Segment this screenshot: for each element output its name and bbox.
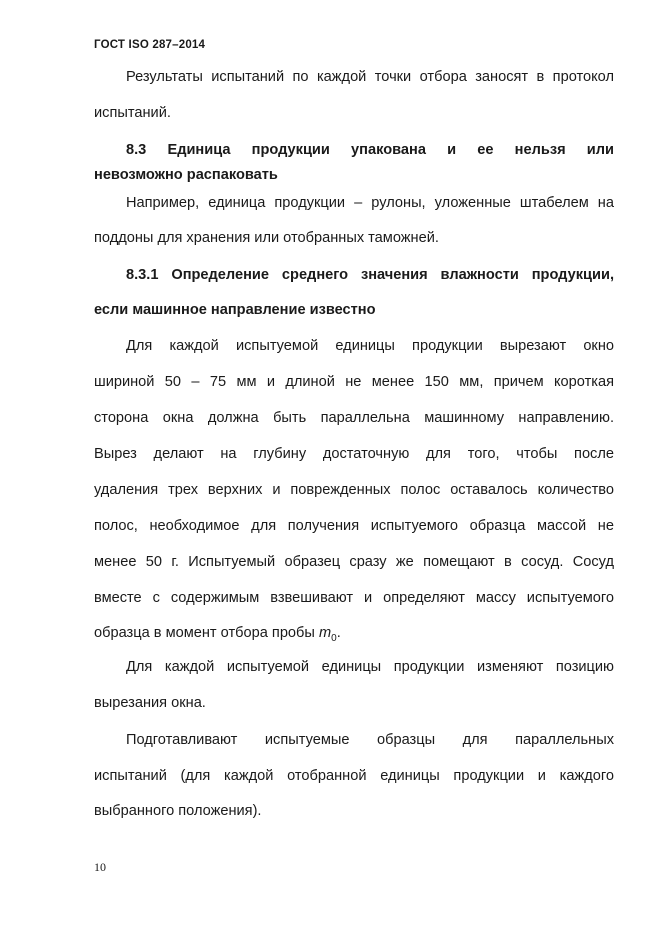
- paragraph-line: шириной 50 – 75 мм и длиной не менее 150 мм, причем короткая: [94, 374, 614, 390]
- section-heading-8-3-1-cont: если машинное направление известно: [94, 302, 376, 318]
- paragraph-line: Например, единица продукции – рулоны, уложенные штабелем на: [126, 195, 614, 211]
- paragraph-line: Подготавливают испытуемые образцы для параллельных: [126, 732, 614, 748]
- paragraph-line: Для каждой испытуемой единицы продукции изменяют позицию: [126, 659, 614, 675]
- paragraph-line: Результаты испытаний по каждой точки отбора заносят в протокол: [126, 69, 614, 85]
- paragraph-line: испытаний.: [94, 105, 171, 121]
- section-heading-8-3-cont: невозможно распаковать: [94, 167, 278, 183]
- paragraph-line: поддоны для хранения или отобранных таможней.: [94, 230, 439, 246]
- paragraph-line: удаления трех верхних и поврежденных полос оставалось количество: [94, 482, 614, 498]
- paragraph-line: вместе с содержимым взвешивают и определяют массу испытуемого: [94, 590, 614, 606]
- paragraph-line: сторона окна должна быть параллельна машинному направлению.: [94, 410, 614, 426]
- paragraph-line: Для каждой испытуемой единицы продукции вырезают окно: [126, 338, 614, 354]
- page-number: 10: [94, 860, 106, 874]
- paragraph-line: испытаний (для каждой отобранной единицы продукции и каждого: [94, 768, 614, 784]
- paragraph-line: [94, 624, 614, 648]
- page-header: ГОСТ ISO 287–2014: [94, 39, 206, 51]
- text-run: .: [336, 625, 341, 641]
- paragraph-line: полос, необходимое для получения испытуемого образца массой не: [94, 518, 614, 534]
- text-run: образца в момент отбора пробы: [94, 625, 319, 641]
- paragraph-line: Вырез делают на глубину достаточную для того, чтобы после: [94, 446, 614, 462]
- subscript-zero: 0: [331, 632, 337, 644]
- paragraph-line: менее 50 г. Испытуемый образец сразу же помещают в сосуд. Сосуд: [94, 554, 614, 570]
- section-heading-8-3-1: 8.3.1 Определение среднего значения влажности продукции,: [126, 267, 614, 283]
- section-heading-8-3: 8.3 Единица продукции упакована и ее нельзя или: [126, 142, 614, 158]
- paragraph-line: вырезания окна.: [94, 695, 206, 711]
- variable-m: m: [318, 625, 332, 641]
- paragraph-line: выбранного положения).: [94, 803, 262, 819]
